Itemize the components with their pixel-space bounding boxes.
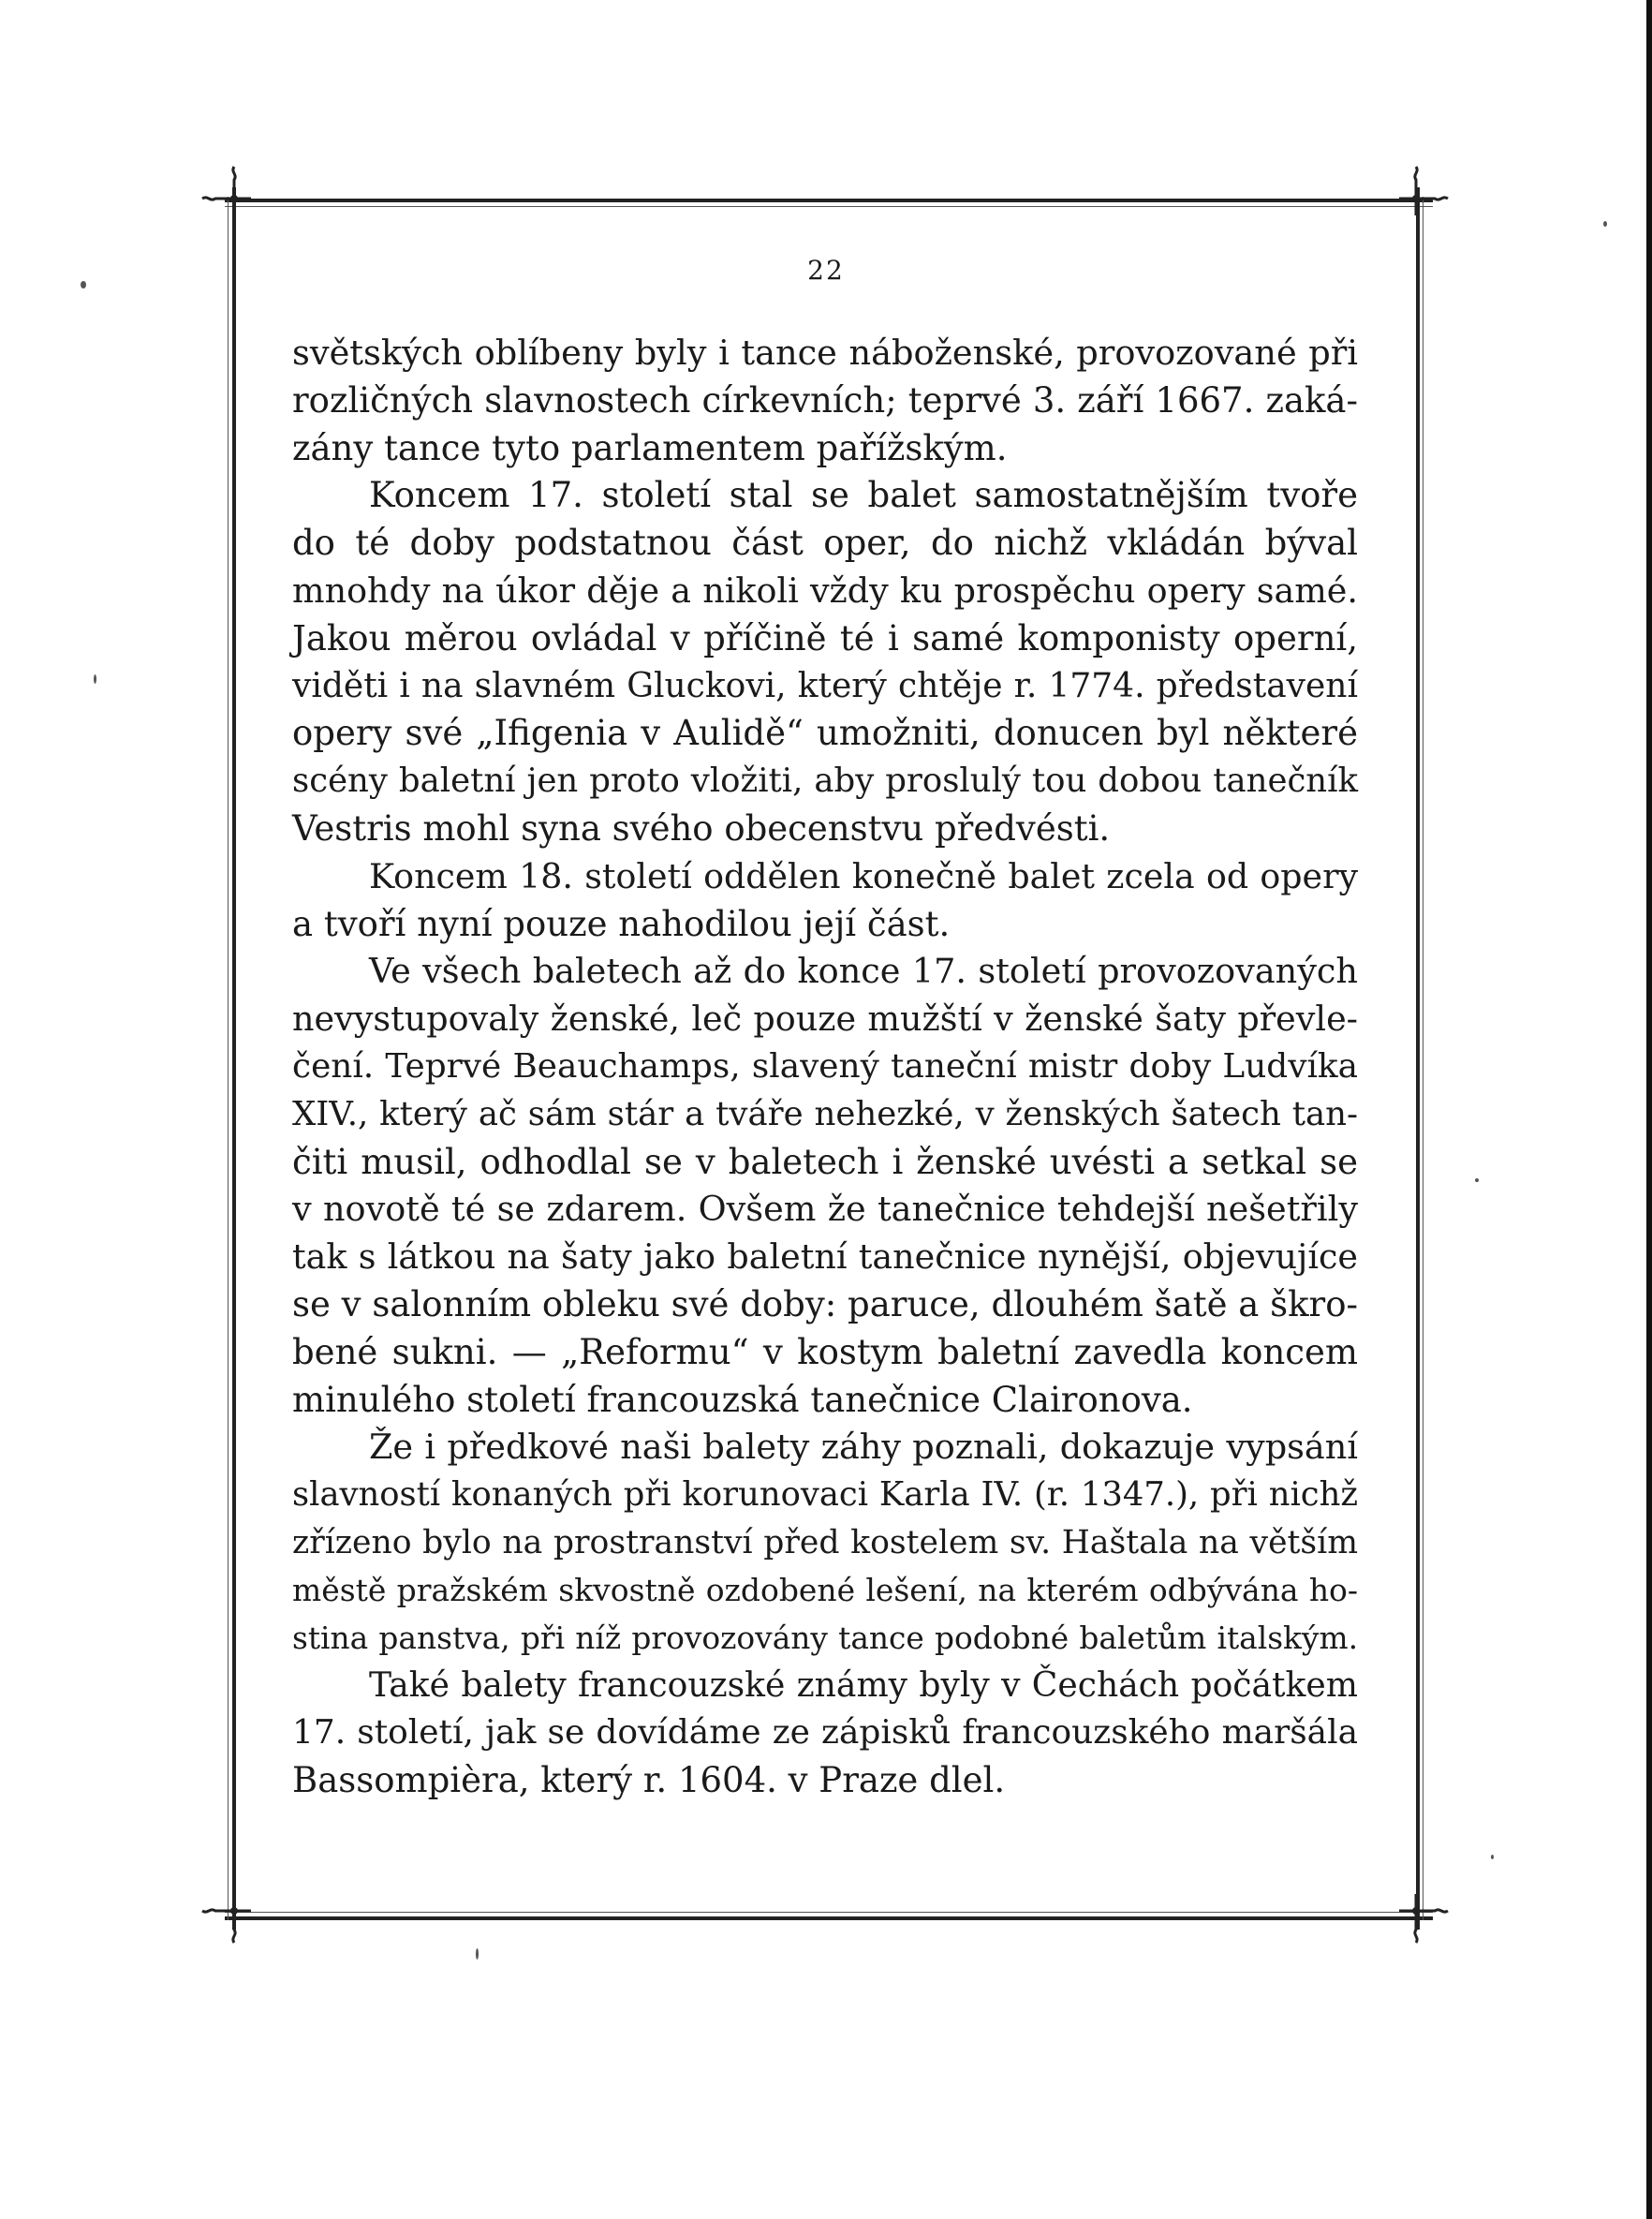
text-line: Ve všech baletech až do konce 17. století provozovaných [369,951,1358,992]
frame-right-border [1416,187,1420,1930]
text-line: Jakou měrou ovládal v příčině té i samé komponisty operní, [292,617,1358,658]
text-line: městě pražském skvostně ozdobené lešení, na kterém odbývána ho- [292,1571,1358,1608]
body-text [292,330,1358,1805]
corner-ornament-icon [1395,163,1452,219]
text-line: čení. Teprvé Beauchamps, slavený taneční mistr doby Ludvíka [292,1046,1358,1086]
text-line: do té doby podstatnou část oper, do nichž vkládán býval [292,523,1358,564]
text-line: XIV., který ač sám stár a tváře nehezké, v ženských šatech tan- [292,1094,1358,1133]
text-line: nevystupovaly ženské, leč pouze mužští v ženské šaty převle- [292,999,1358,1040]
text-line: světských oblíbeny byly i tance náboženské, provozované při [292,333,1358,373]
text-line: Bassompièra, který r. 1604. v Praze dlel. [292,1759,1006,1800]
corner-ornament-icon [199,1890,255,1946]
corner-ornament-icon [199,163,255,219]
text-line: zány tance tyto parlamentem pařížským. [292,427,1008,468]
text-line: Koncem 17. století stal se balet samostatnějším tvoře [369,475,1358,516]
text-line: rozličných slavnostech církevních; teprvé 3. září 1667. zaká- [292,379,1358,421]
scan-edge-shadow [1646,0,1652,2219]
text-line: Koncem 18. století oddělen konečně balet zcela od opery [369,855,1358,896]
text-line: stina panstva, při níž provozovány tance podobné baletům italským. [292,1620,1358,1656]
text-line: v novotě té se zdarem. Ovšem že tanečnice tehdejší nešetřily [292,1189,1358,1230]
frame-bottom-thin-border [225,1912,1433,1913]
frame-left-border [232,187,236,1930]
text-line: tak s látkou na šaty jako baletní tanečnice nynější, objevujíce [292,1236,1358,1278]
text-line: Také balety francouzské známy byly v Čechách počátkem [369,1664,1358,1706]
text-line: Vestris mohl syna svého obecenstvu předvésti. [292,807,1111,849]
text-line: se v salonním obleku své doby: paruce, dlouhém šatě a škro- [292,1283,1358,1324]
text-line: scény baletní jen proto vložiti, aby proslulý tou dobou tanečník [292,762,1358,801]
frame-top-border [225,199,1433,202]
text-line: čiti musil, odhodlal se v baletech i ženské uvésti a setkal se [292,1141,1358,1182]
frame-bottom-border [225,1916,1433,1920]
text-line: opery své „Ifigenia v Aulidě“ umožniti, donucen byl některé [292,713,1358,754]
frame-top-thin-border [225,206,1433,207]
frame-left-thin-border [228,197,229,1920]
text-line: zřízeno bylo na prostranství před kostelem sv. Haštala na větším [292,1523,1358,1561]
text-line: 17. století, jak se dovídáme ze zápisků francouzského maršála [292,1713,1358,1753]
corner-ornament-icon [1395,1890,1452,1946]
text-line: slavností konaných při korunovaci Karla IV. (r. 1347.), při nichž [292,1475,1358,1515]
text-line: a tvoří nyní pouze nahodilou její část. [292,903,951,944]
text-line: minulého století francouzská tanečnice Claironova. [292,1379,1193,1420]
text-line: mnohdy na úkor děje a nikoli vždy ku prospěchu opery samé. [292,570,1358,611]
text-line: Že i předkové naši balety záhy poznali, dokazuje vypsání [369,1427,1358,1468]
text-line: bené sukni. — „Reformu“ v kostym baletní zavedla koncem [292,1331,1358,1372]
text-line: viděti i na slavném Gluckovi, který chtěje r. 1774. představení [292,666,1358,705]
page-number: 22 [807,255,845,286]
